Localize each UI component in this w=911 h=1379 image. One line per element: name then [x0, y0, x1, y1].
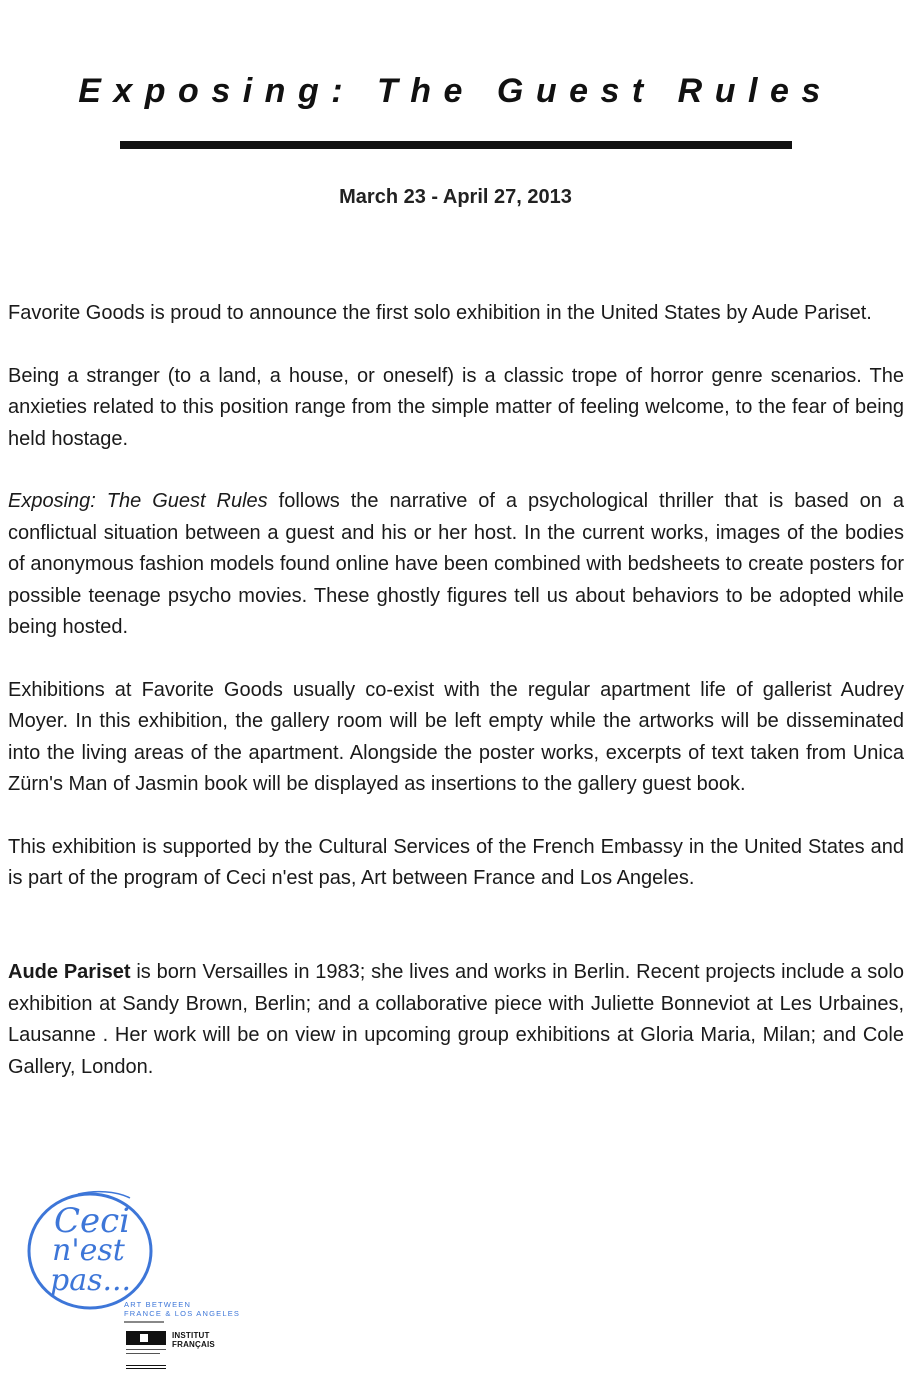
artist-name: Aude Pariset [8, 961, 131, 984]
institut-line1: INSTITUT [172, 1331, 210, 1340]
logo-text-nest: n'est [52, 1233, 125, 1268]
paragraph-bio [8, 957, 904, 1083]
paragraph-intro: Favorite Goods is proud to announce the first solo exhibition in the United States by Aude Pariset. [8, 302, 872, 324]
embassy-text-line [126, 1368, 166, 1369]
paragraph-support: This exhibition is supported by the Cultural Services of the French Embassy in the United States and is part of the program of Ceci n'est pas, Art between France and Los Angeles. [8, 835, 904, 890]
section-spacer [8, 926, 904, 957]
logo-subtitle-line1: ART BETWEEN [124, 1300, 192, 1309]
logo-subtitle-line2: FRANCE & LOS ANGELES [124, 1309, 241, 1318]
institut-line2: FRANÇAIS [172, 1340, 215, 1349]
embassy-text-line [126, 1365, 166, 1366]
embassy-emblem-icon [126, 1331, 166, 1345]
exhibition-dates: March 23 - April 27, 2013 [339, 186, 572, 208]
artist-bio-text: is born Versailles in 1983; she lives and works in Berlin. Recent projects include a solo exhibition at Sandy Brown, Berlin; and a collaborative piece with Juliette Bonneviot at Les Urbaines, Lausanne . Her work will be on view in upcoming group exhibitions at Gloria Maria, Milan; and Cole Gallery, London. [8, 961, 904, 1078]
paragraph-stranger: Being a stranger (to a land, a house, or oneself) is a classic trope of horror genre scenarios. The anxieties related to this position range from the simple matter of feeling welcome, to the fear of being held hostage. [8, 364, 904, 450]
embassy-text-line [126, 1349, 166, 1350]
logo-text-ceci: Ceci [54, 1201, 131, 1241]
paragraph-exhibitions: Exhibitions at Favorite Goods usually co-exist with the regular apartment life of gallerist Audrey Moyer. In this exhibition, the gallery room will be left empty while the artworks will be disseminated into the living areas of the apartment. Alongside the poster works, excerpts of text taken from Unica Zürn's Man of Jasmin book will be displayed as insertions to the gallery guest book. [8, 678, 904, 796]
logo-text-pas: pas... [50, 1263, 132, 1298]
paragraph-narrative [8, 486, 904, 643]
paragraph-narrative-text: follows the narrative of a psychological thriller that is based on a conflictual situation between a guest and his or her host. In the current works, images of the bodies of anonymous fashion models found online have been combined with bedsheets to create posters for possible teenage psycho movies. These ghostly figures tell us about behaviors to be adopted while being hosted. [8, 490, 904, 639]
page-title: Exposing: The Guest Rules [78, 72, 833, 110]
institut-francais-logo [172, 1331, 215, 1349]
title-underline-rule [120, 141, 792, 149]
logo-small-print [124, 1321, 164, 1323]
ceci-nest-pas-logo [26, 1188, 241, 1374]
exhibition-title-italic: Exposing: The Guest Rules [8, 490, 268, 513]
embassy-text-line [126, 1353, 160, 1354]
press-release-body [8, 298, 904, 1114]
